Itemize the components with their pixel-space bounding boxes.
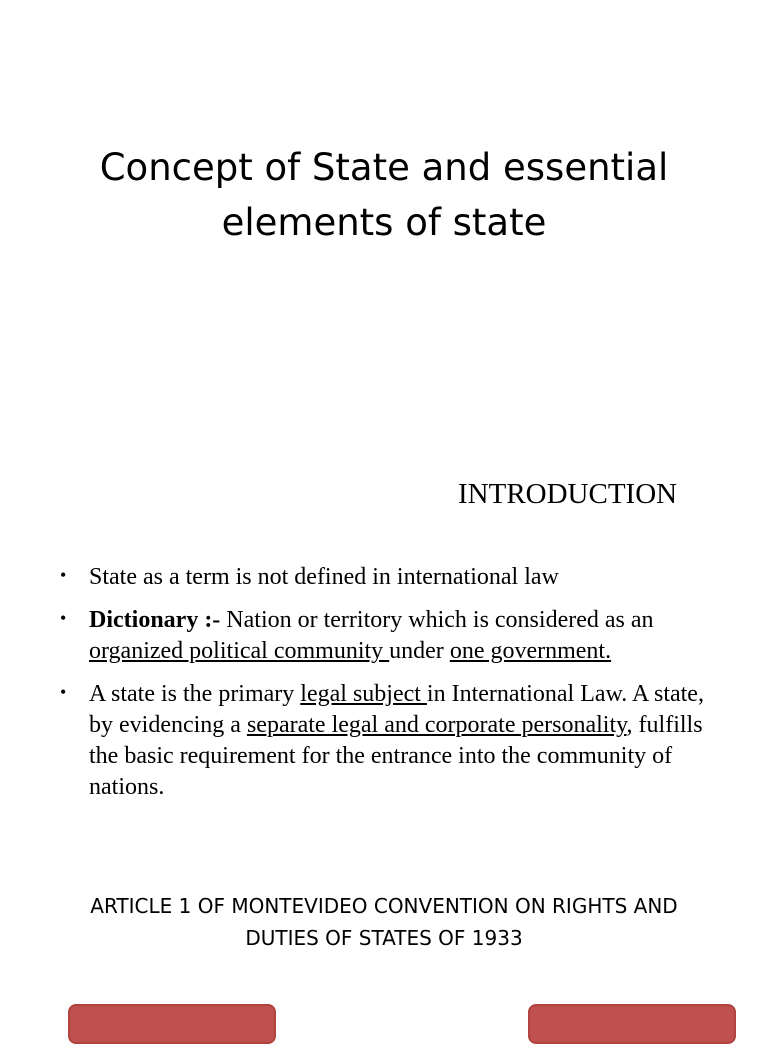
- underlined-phrase: one government.: [449, 638, 612, 664]
- dictionary-label: Dictionary :-: [89, 607, 221, 633]
- bullet-text: , fulfills the basic requirement for the entrance into the community of nations.: [89, 712, 703, 800]
- bullet-icon: •: [60, 682, 67, 702]
- slide-title: [40, 140, 728, 250]
- article-heading-line-2: DUTIES OF STATES OF 1933: [245, 926, 523, 950]
- article-heading: [20, 890, 748, 954]
- bullet-text: A state is the primary: [89, 681, 301, 707]
- bullet-icon: •: [60, 608, 67, 628]
- bullet-text: Nation or territory which is considered as an: [220, 607, 654, 633]
- bullet-text: under: [389, 638, 450, 664]
- introduction-heading: INTRODUCTION: [458, 478, 678, 510]
- underlined-phrase: separate legal and corporate personality: [246, 712, 627, 738]
- bullet-icon: •: [60, 565, 67, 585]
- underlined-phrase: legal subject: [300, 681, 427, 707]
- bullet-item-definition: [60, 562, 720, 593]
- red-box-left: [68, 1004, 276, 1044]
- slide-title-line-2: elements of state: [221, 201, 547, 244]
- bullet-list: [60, 562, 720, 815]
- bullet-item-legal-subject: [60, 679, 720, 803]
- bullet-item-dictionary: [60, 605, 720, 667]
- bullet-text: State as a term is not defined in international law: [89, 564, 559, 590]
- article-heading-line-1: ARTICLE 1 OF MONTEVIDEO CONVENTION ON RIGHTS AND: [90, 894, 678, 918]
- red-box-right: [528, 1004, 736, 1044]
- slide-title-line-1: Concept of State and essential: [99, 146, 669, 189]
- underlined-phrase: organized political community: [89, 638, 390, 664]
- bullet-text: in International Law. A state, by evidencing a: [89, 681, 704, 738]
